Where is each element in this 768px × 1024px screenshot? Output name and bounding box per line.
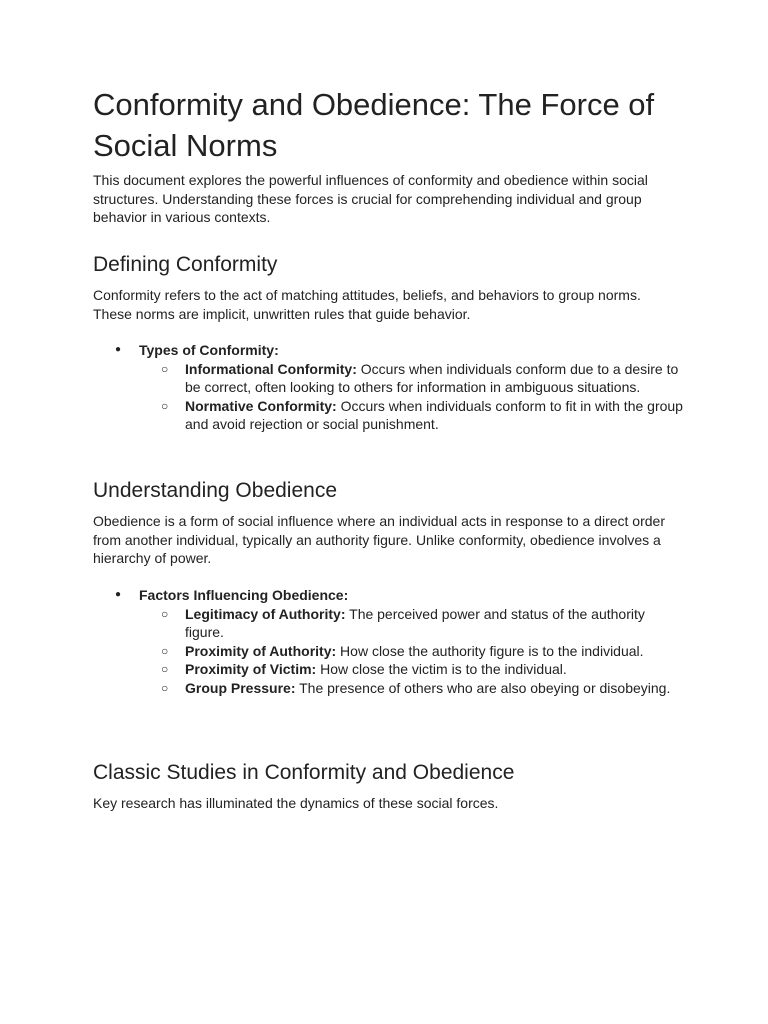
list-item [139, 605, 683, 642]
item-term: Informational Conformity: [185, 360, 357, 377]
item-term: Normative Conformity: [185, 397, 337, 414]
list-item [93, 586, 683, 697]
document-title: Conformity and Obedience: The Force of Social Norms [93, 87, 655, 163]
sub-list [139, 360, 683, 434]
item-text: Occurs when individuals conform due to a desire to be correct, often looking to others for information in ambiguous situations. [185, 360, 679, 395]
section-body-conformity: Conformity refers to the act of matching attitudes, beliefs, and behaviors to group norms. These norms are implicit, unwritten rules that guide behavior. [93, 287, 641, 322]
item-term: Proximity of Victim: [185, 661, 317, 677]
list-item [139, 397, 683, 434]
list-title: Types of Conformity: [139, 342, 279, 358]
list-item [139, 360, 683, 397]
item-term: Legitimacy of Authority: [185, 605, 346, 622]
item-text: The perceived power and status of the authority figure. [185, 605, 645, 640]
list-item [139, 660, 683, 679]
conformity-types-list [93, 341, 683, 434]
section-heading-conformity: Defining Conformity [93, 253, 278, 276]
list-item [139, 679, 683, 698]
item-text: The presence of others who are also obeying or disobeying. [295, 679, 671, 696]
obedience-factors-list [93, 586, 683, 697]
item-text: Occurs when individuals conform to fit in with the group and avoid rejection or social punishment. [185, 397, 683, 432]
section-heading-classic-studies: Classic Studies in Conformity and Obedience [93, 761, 515, 784]
list-item [139, 642, 683, 661]
list-item [93, 341, 683, 434]
section-body-obedience: Obedience is a form of social influence where an individual acts in response to a direct order from another individual, typically an authority figure. Unlike conformity, obedience involves a hierarchy of power. [93, 513, 665, 566]
section-body-classic-studies: Key research has illuminated the dynamics of these social forces. [93, 795, 499, 811]
list-title: Factors Influencing Obedience: [139, 587, 349, 603]
sub-list [139, 605, 683, 698]
section-heading-obedience: Understanding Obedience [93, 479, 338, 502]
item-text: How close the authority figure is to the individual. [336, 642, 644, 659]
intro-paragraph: This document explores the powerful influences of conformity and obedience within social structures. Understanding these forces is crucial for comprehending individual and group behavior in various contexts. [93, 172, 648, 225]
item-text: How close the victim is to the individual. [316, 661, 567, 677]
item-term: Proximity of Authority: [185, 642, 337, 659]
item-term: Group Pressure: [185, 679, 296, 696]
